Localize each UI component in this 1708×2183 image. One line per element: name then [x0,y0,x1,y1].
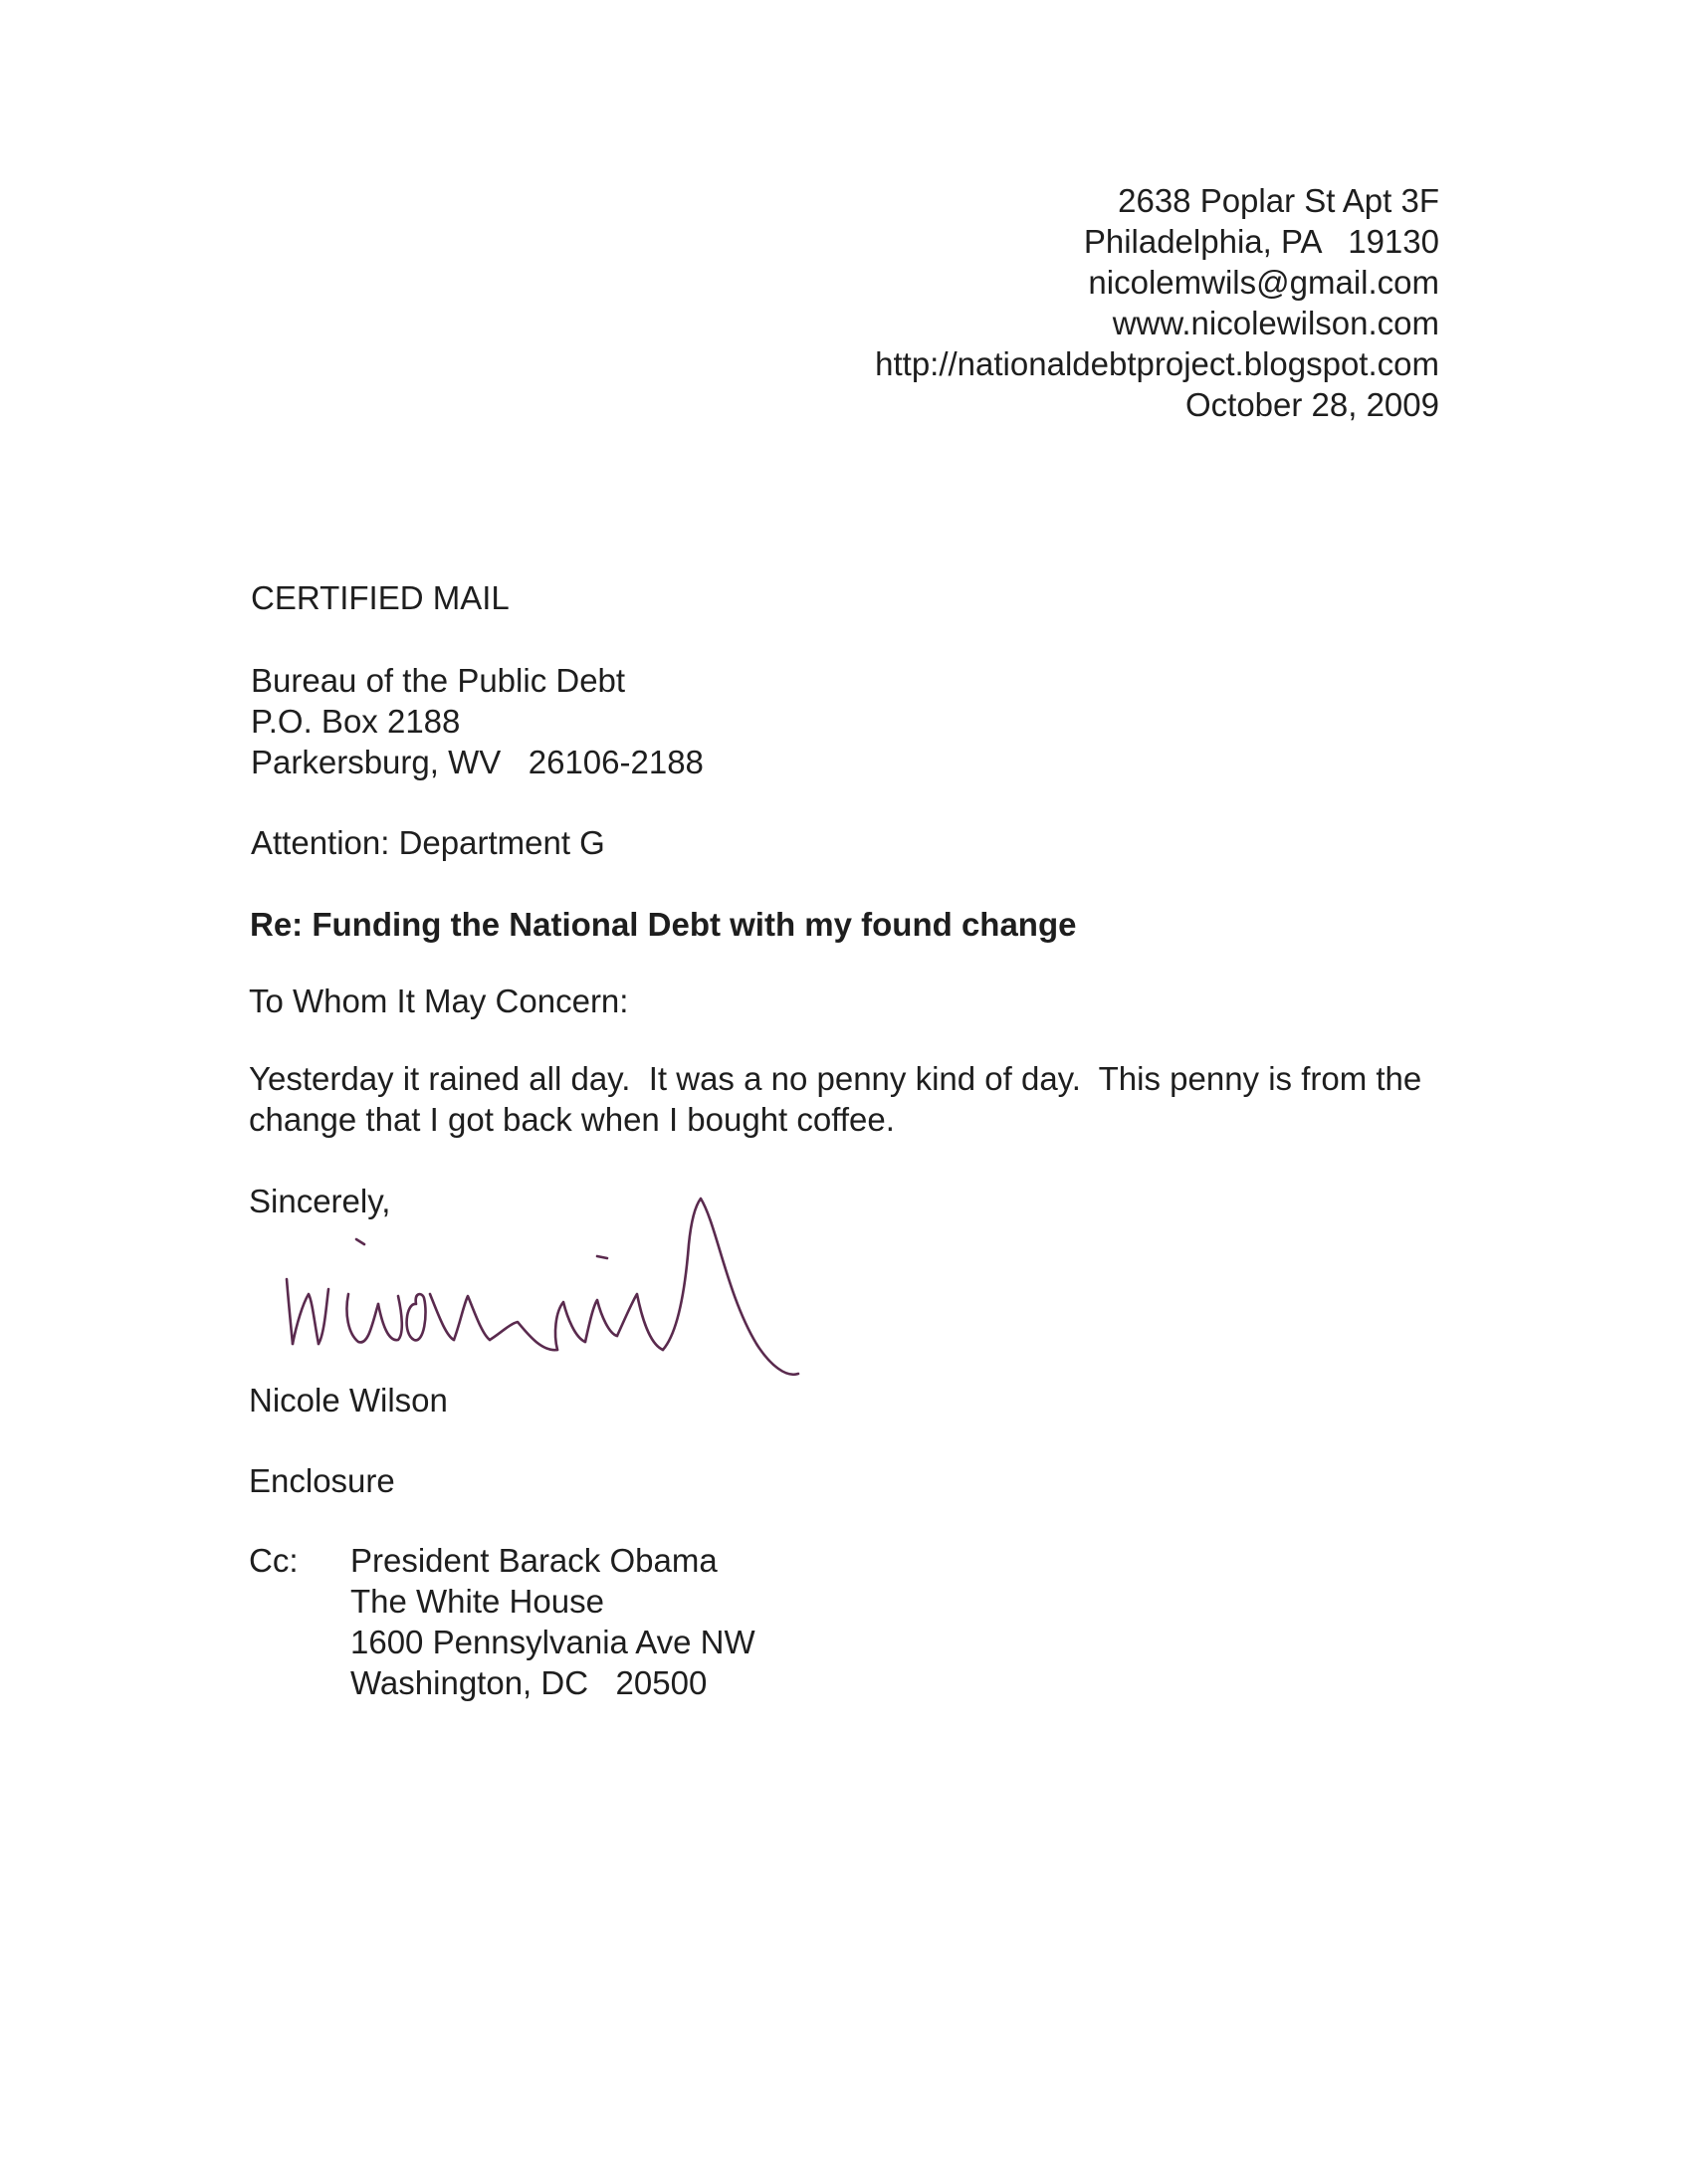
cc-line: Washington, DC 20500 [350,1664,708,1701]
sender-street: 2638 Poplar St Apt 3F [1118,182,1439,219]
subject-line: Re: Funding the National Debt with my found change [250,906,1077,943]
signer-name: Nicole Wilson [249,1382,448,1419]
attention-line: Attention: Department G [251,824,605,861]
recipient-name: Bureau of the Public Debt [251,662,626,699]
sender-address-block [875,180,1439,425]
cc-label: Cc: [249,1542,299,1579]
cc-line: President Barack Obama [350,1542,718,1579]
delivery-method: CERTIFIED MAIL [251,579,510,616]
sender-email: nicolemwils@gmail.com [1088,264,1439,301]
letter-date: October 28, 2009 [1184,386,1439,423]
recipient-city-line: Parkersburg, WV 26106-2188 [251,744,704,780]
handwritten-signature [279,1185,916,1394]
letter-body: Yesterday it rained all day. It was a no penny kind of day. This penny is from the change that I got back when I bought coffee. [249,1060,1431,1138]
salutation: To Whom It May Concern: [249,982,629,1019]
cc-address-block [350,1540,755,1703]
enclosure-note: Enclosure [249,1462,395,1499]
closing: Sincerely, [249,1183,391,1219]
sender-city-line: Philadelphia, PA 19130 [1083,223,1439,260]
recipient-address-block [251,660,704,782]
cc-line: 1600 Pennsylvania Ave NW [350,1624,755,1660]
recipient-po-box: P.O. Box 2188 [251,703,461,740]
sender-website: www.nicolewilson.com [1112,305,1439,341]
cc-line: The White House [350,1583,604,1620]
sender-blog: http://nationaldebtproject.blogspot.com [875,345,1439,382]
